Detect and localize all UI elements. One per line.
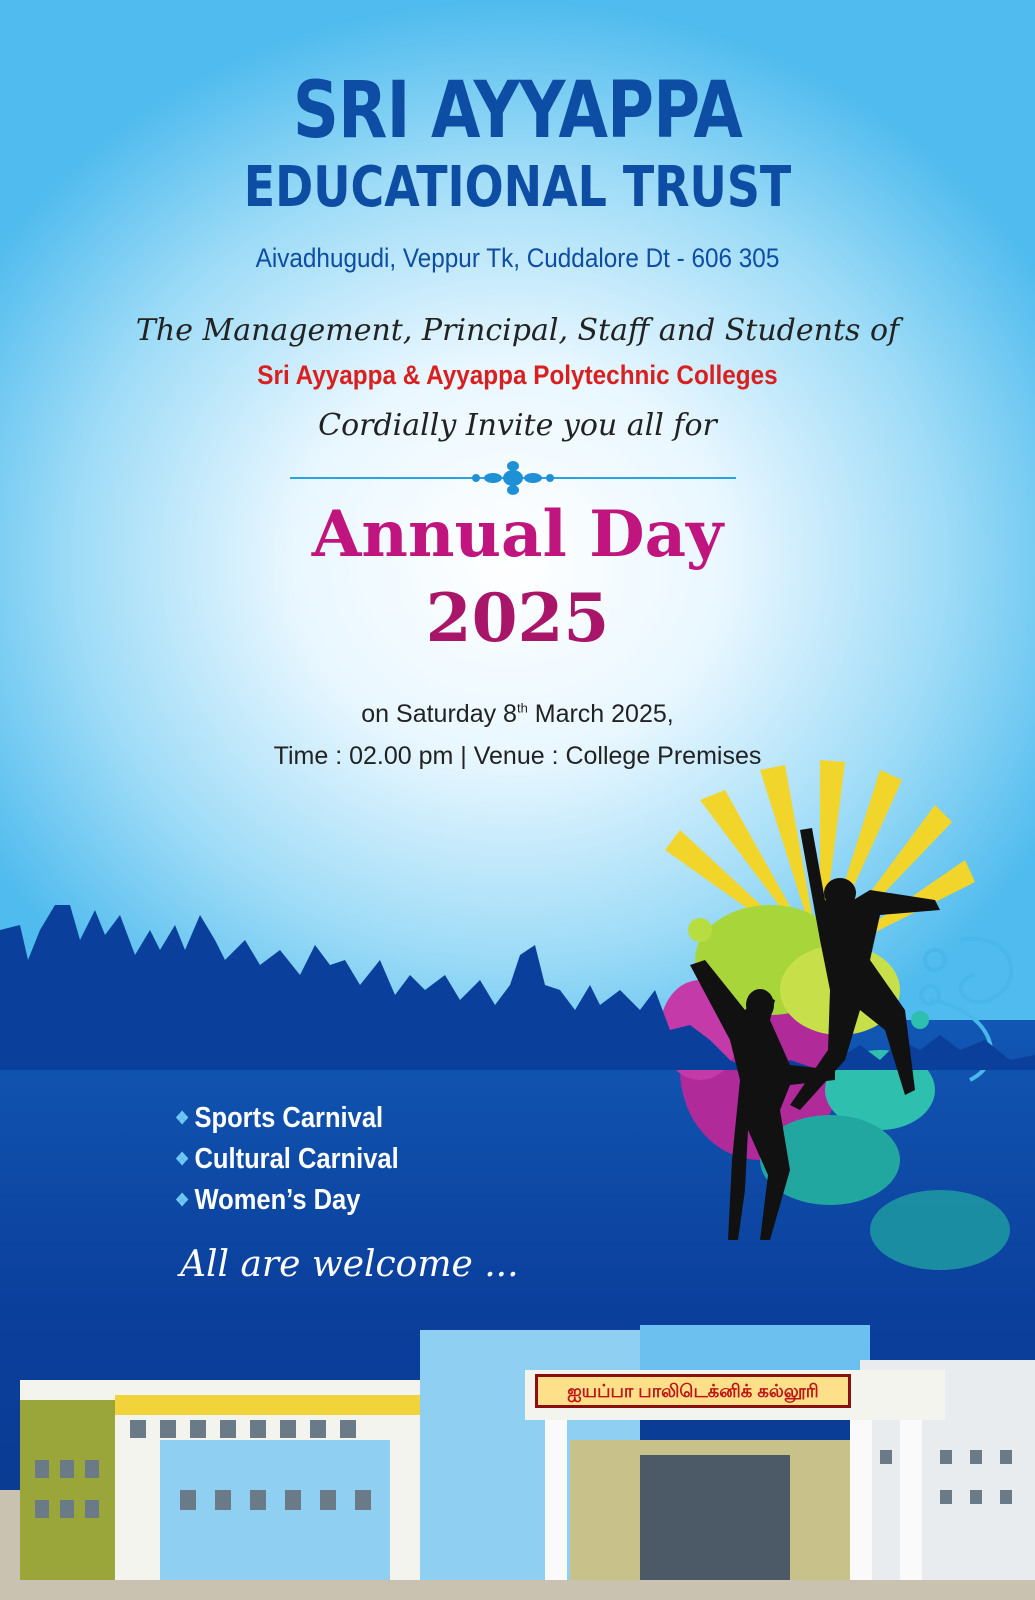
event-time-venue: Time : 02.00 pm | Venue : College Premises: [273, 742, 762, 770]
program-list: [175, 1098, 429, 1221]
program-label: Cultural Carnival: [194, 1143, 399, 1175]
list-item: [175, 1180, 399, 1221]
diamond-bullet-icon: ❖: [175, 1149, 190, 1169]
diamond-bullet-icon: ❖: [175, 1190, 190, 1210]
program-label: Sports Carnival: [194, 1102, 384, 1134]
trust-address: Aivadhugudi, Veppur Tk, Cuddalore Dt - 606 305: [255, 243, 780, 273]
college-building-icon: [0, 1325, 1035, 1600]
list-item: [175, 1139, 399, 1180]
list-item: [175, 1098, 399, 1139]
program-label: Women’s Day: [194, 1184, 361, 1216]
event-date-suffix: th: [516, 700, 528, 716]
invite-intro-text: The Management, Principal, Staff and Students of: [135, 313, 900, 348]
invite-line-text: Cordially Invite you all for: [318, 408, 717, 443]
event-date-rest: March 2025,: [527, 700, 674, 728]
college-name-board: ஐயப்பா பாலிடெக்னிக் கல்லூரி: [535, 1374, 851, 1408]
trust-name-line2: EDUCATIONAL TRUST: [243, 155, 792, 220]
diamond-bullet-icon: ❖: [175, 1108, 190, 1128]
welcome-text: All are welcome ...: [180, 1244, 519, 1285]
event-date-prefix: on Saturday 8: [361, 700, 517, 728]
event-title: Annual Day: [311, 497, 724, 572]
event-year: 2025: [425, 579, 610, 657]
trust-name-line1: SRI AYYAPPA: [292, 66, 743, 156]
college-names: Sri Ayyappa & Ayyappa Polytechnic Colleges: [257, 360, 778, 390]
